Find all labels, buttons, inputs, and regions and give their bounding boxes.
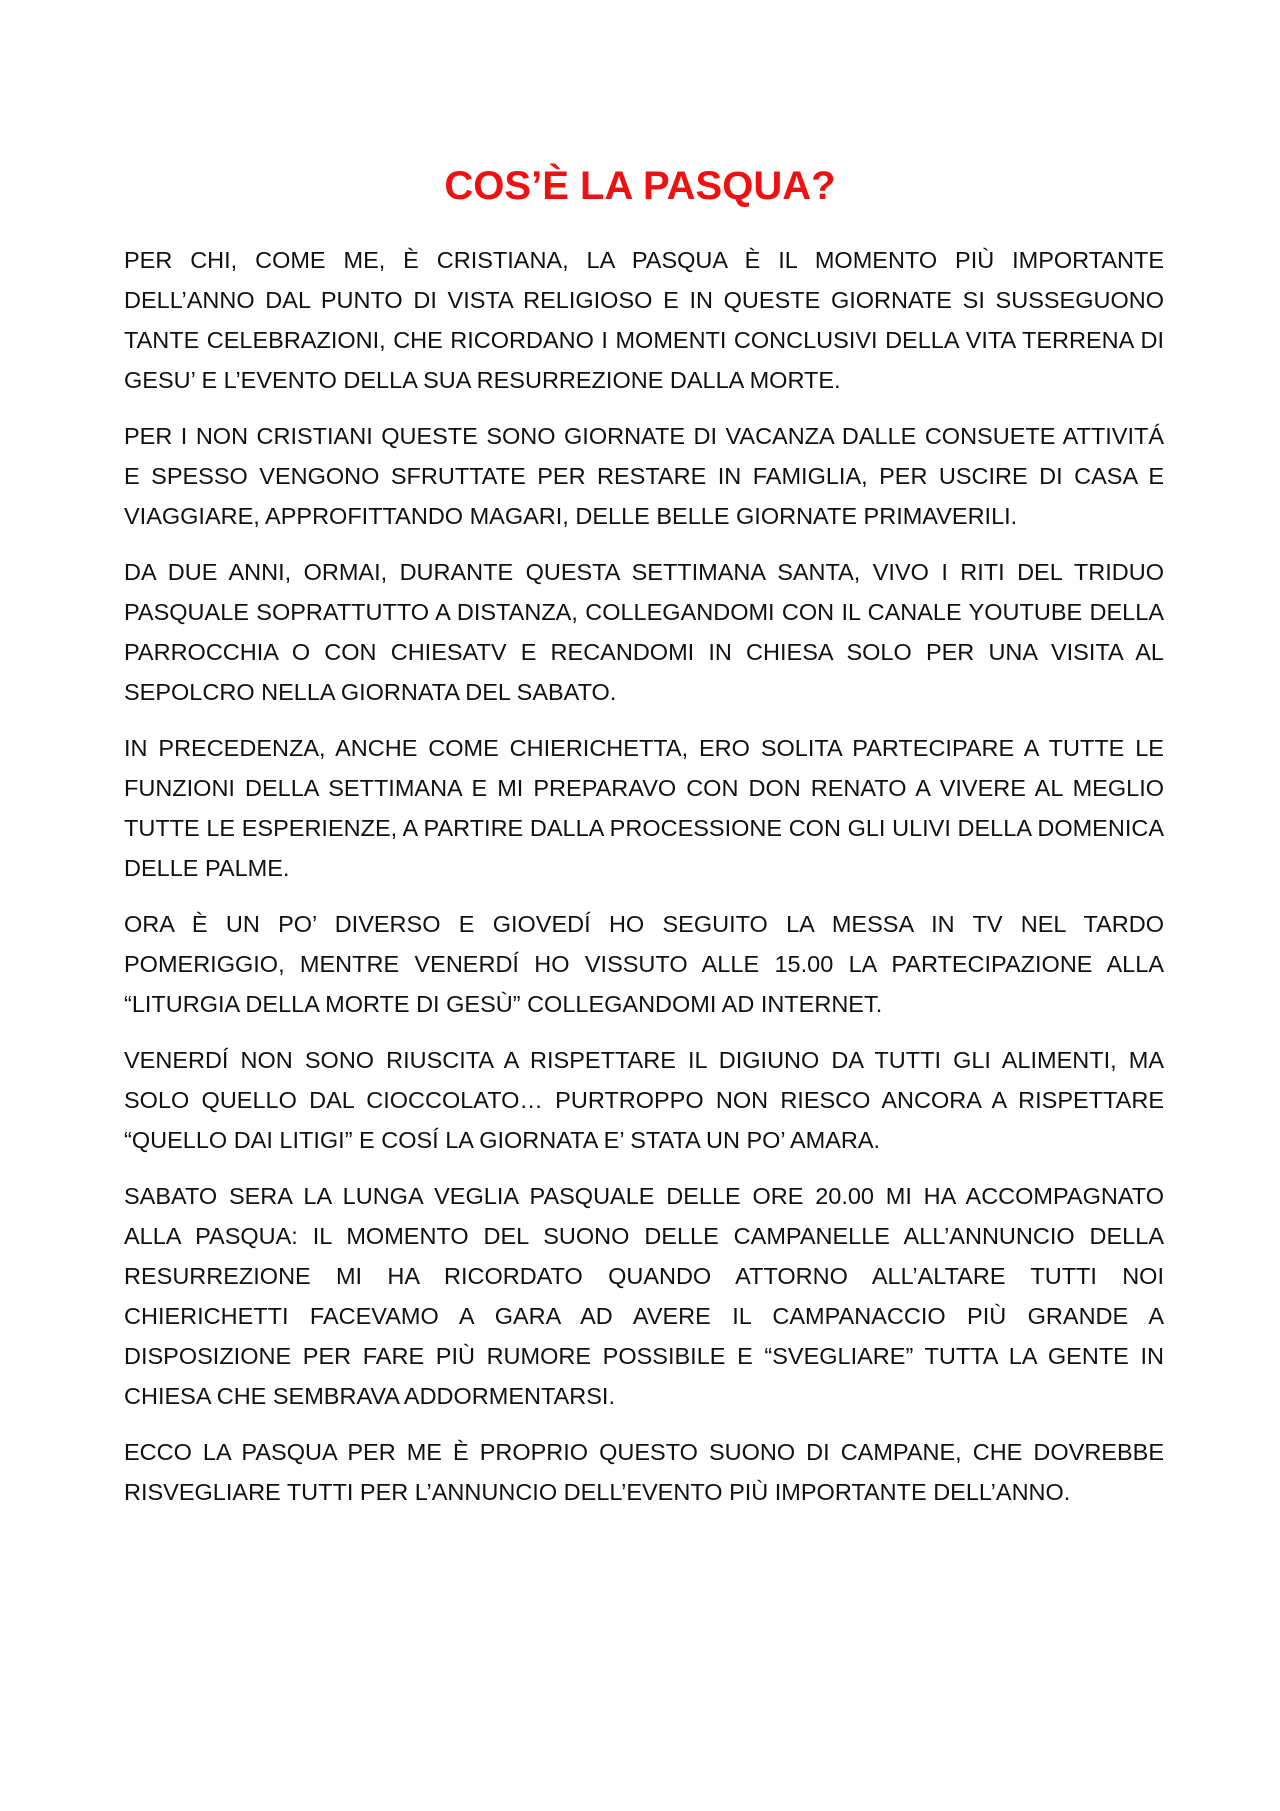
paragraph-8: ECCO LA PASQUA PER ME È PROPRIO QUESTO SUONO DI CAMPANE, CHE DOVREBBE RISVEGLIARE TUTTI PER L’ANNUNCIO DELL’EVENTO PIÙ IMPORTANTE DELL’ANNO. xyxy=(124,1439,1164,1505)
paragraph-7: SABATO SERA LA LUNGA VEGLIA PASQUALE DELLE ORE 20.00 MI HA ACCOMPAGNATO ALLA PASQUA: IL MOMENTO DEL SUONO DELLE CAMPANELLE ALL’ANNUNCIO DELLA RESURREZIONE MI HA RICORDATO QUANDO ATTORNO ALL’ALTARE TUTTI NOI CHIERICHETTI FACEVAMO A GARA AD AVERE IL CAMPANACCIO PIÙ GRANDE A DISPOSIZIONE PER FARE PIÙ RUMORE POSSIBILE E “SVEGLIARE” TUTTA LA GENTE IN CHIESA CHE SEMBRAVA ADDORMENTARSI. xyxy=(124,1183,1164,1409)
document-title: COS’È LA PASQUA? xyxy=(444,164,836,208)
paragraph-2: PER I NON CRISTIANI QUESTE SONO GIORNATE DI VACANZA DALLE CONSUETE ATTIVITÁ E SPESSO VENGONO SFRUTTATE PER RESTARE IN FAMIGLIA, PER USCIRE DI CASA E VIAGGIARE, APPROFITTANDO MAGARI, DELLE BELLE GIORNATE PRIMAVERILI. xyxy=(124,423,1164,529)
paragraph-6: VENERDÍ NON SONO RIUSCITA A RISPETTARE IL DIGIUNO DA TUTTI GLI ALIMENTI, MA SOLO QUELLO DAL CIOCCOLATO… PURTROPPO NON RIESCO ANCORA A RISPETTARE “QUELLO DAI LITIGI” E COSÍ LA GIORNATA E’ STATA UN PO’ AMARA. xyxy=(124,1047,1164,1153)
paragraph-5: ORA È UN PO’ DIVERSO E GIOVEDÍ HO SEGUITO LA MESSA IN TV NEL TARDO POMERIGGIO, MENTRE VENERDÍ HO VISSUTO ALLE 15.00 LA PARTECIPAZIONE ALLA “LITURGIA DELLA MORTE DI GESÙ” COLLEGANDOMI AD INTERNET. xyxy=(124,911,1164,1017)
paragraph-1: PER CHI, COME ME, È CRISTIANA, LA PASQUA È IL MOMENTO PIÙ IMPORTANTE DELL’ANNO DAL PUNTO DI VISTA RELIGIOSO E IN QUESTE GIORNATE SI SUSSEGUONO TANTE CELEBRAZIONI, CHE RICORDANO I MOMENTI CONCLUSIVI DELLA VITA TERRENA DI GESU’ E L’EVENTO DELLA SUA RESURREZIONE DALLA MORTE. xyxy=(124,247,1164,393)
document-body xyxy=(124,240,1164,1528)
paragraph-4: IN PRECEDENZA, ANCHE COME CHIERICHETTA, ERO SOLITA PARTECIPARE A TUTTE LE FUNZIONI DELLA SETTIMANA E MI PREPARAVO CON DON RENATO A VIVERE AL MEGLIO TUTTE LE ESPERIENZE, A PARTIRE DALLA PROCESSIONE CON GLI ULIVI DELLA DOMENICA DELLE PALME. xyxy=(124,735,1164,881)
paragraph-3: DA DUE ANNI, ORMAI, DURANTE QUESTA SETTIMANA SANTA, VIVO I RITI DEL TRIDUO PASQUALE SOPRATTUTTO A DISTANZA, COLLEGANDOMI CON IL CANALE YOUTUBE DELLA PARROCCHIA O CON CHIESATV E RECANDOMI IN CHIESA SOLO PER UNA VISITA AL SEPOLCRO NELLA GIORNATA DEL SABATO. xyxy=(124,559,1164,705)
